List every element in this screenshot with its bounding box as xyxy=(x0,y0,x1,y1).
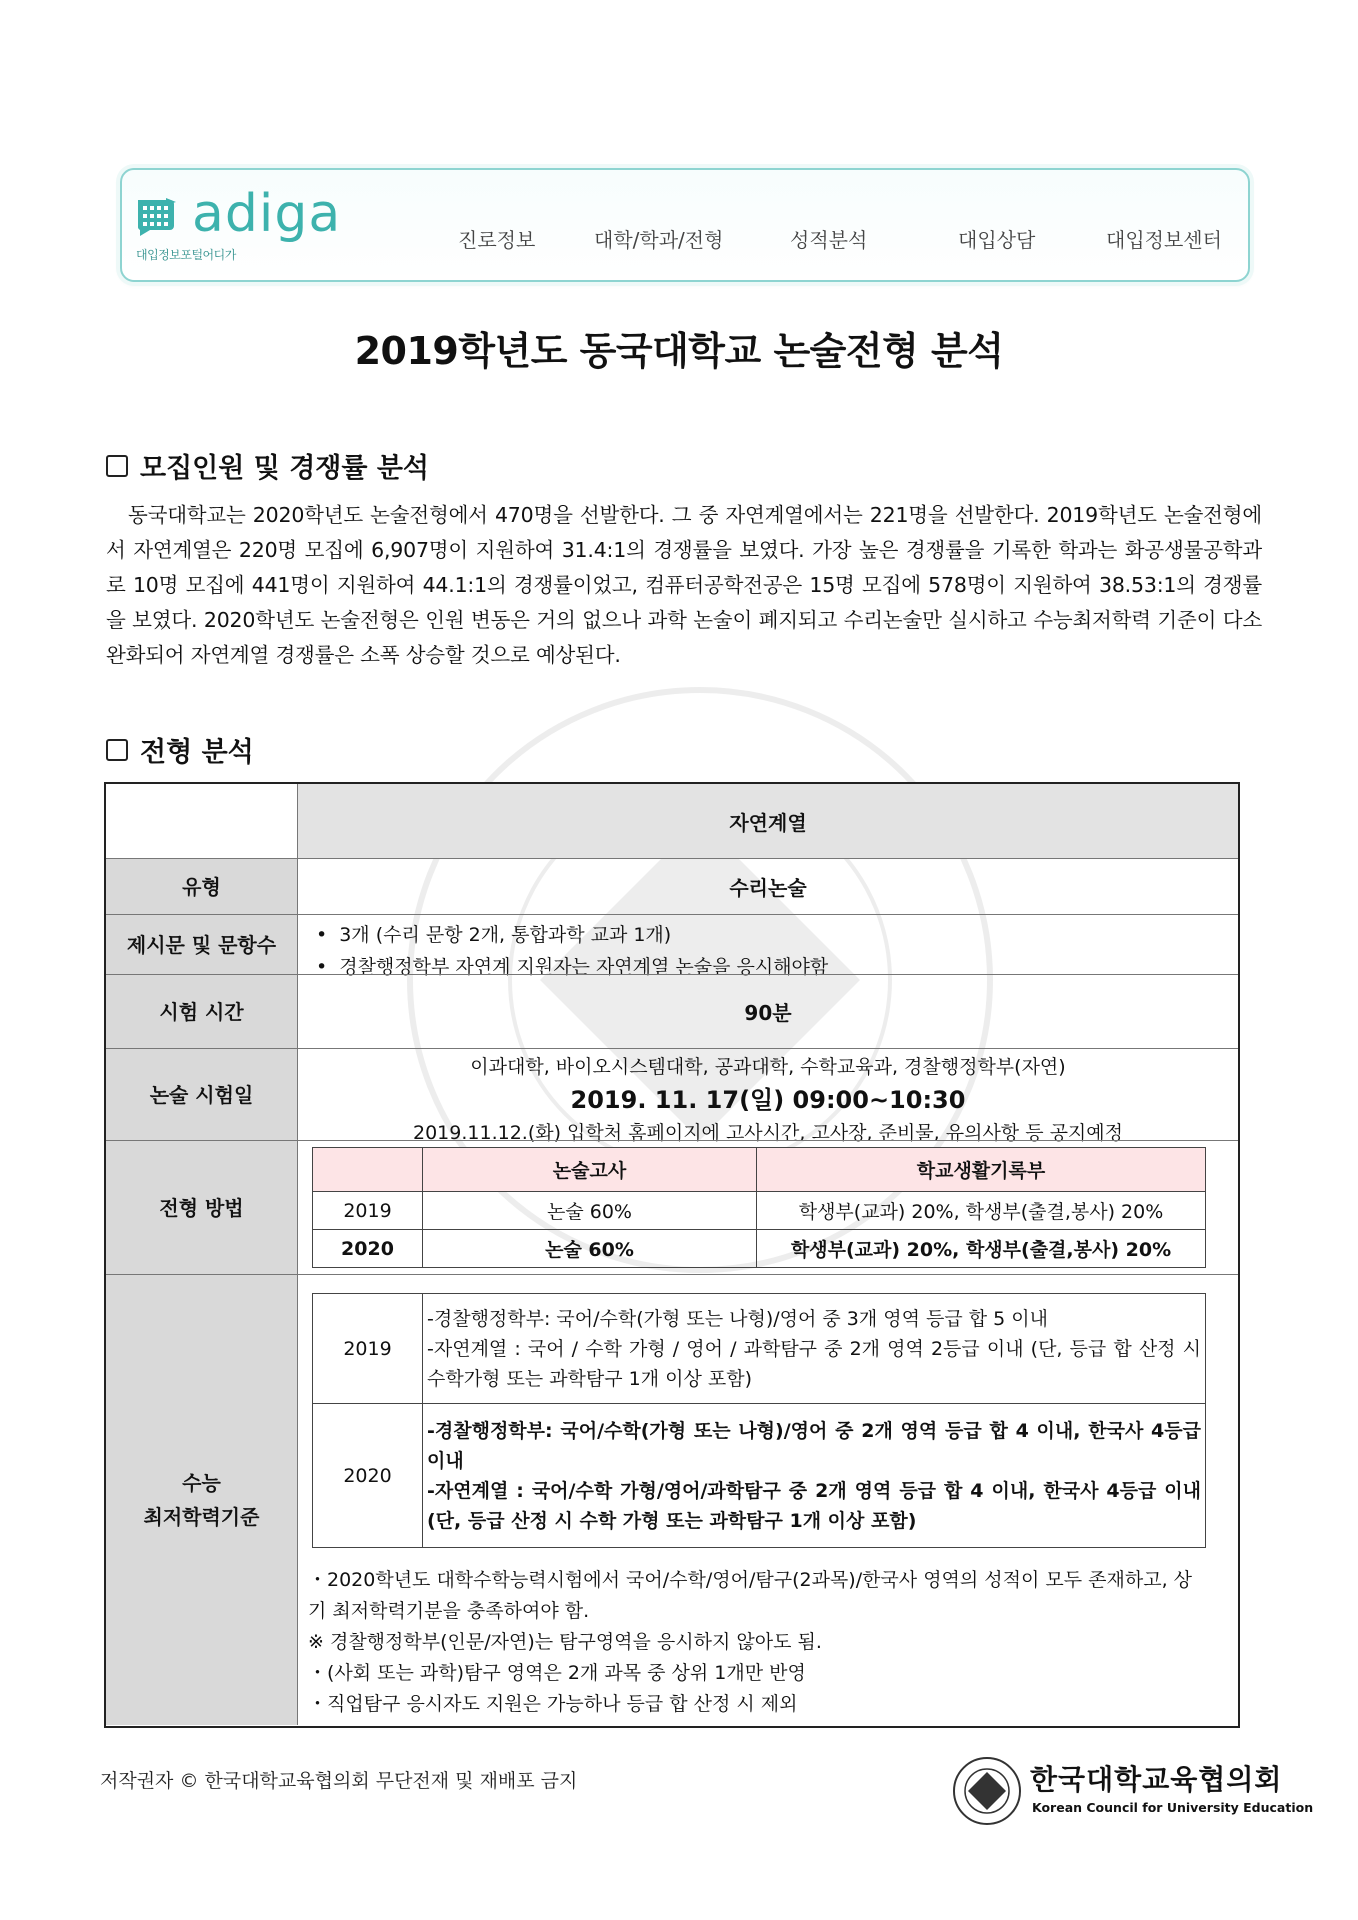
method-header-blank xyxy=(313,1148,423,1192)
csat-line: -자연계열 : 국어 / 수학 가형 / 영어 / 과학탐구 중 2개 영역 2등급 이내 (단, 등급 합 산정 시 수학가형 또는 과학탐구 1개 이상 포함) xyxy=(427,1337,1201,1390)
kcue-seal-icon xyxy=(952,1756,1022,1826)
csat-notes xyxy=(308,1565,1208,1720)
row-label-type: 유형 xyxy=(106,859,298,914)
table-row-type xyxy=(106,858,1238,914)
csat-criteria xyxy=(423,1294,1206,1404)
table-row-questions xyxy=(106,914,1238,978)
table-row-duration xyxy=(106,974,1238,1048)
logo-text: adiga xyxy=(192,184,342,244)
building-chat-icon xyxy=(136,196,180,236)
method-essay: 논술 60% xyxy=(423,1230,757,1268)
org-name-english: Korean Council for University Education xyxy=(1032,1800,1314,1815)
copyright-notice: 저작권자 © 한국대학교육협의회 무단전재 및 재배포 금지 xyxy=(100,1770,578,1792)
exam-notice: 2019.11.12.(화) 입학처 홈페이지에 고사시간, 고사장, 준비물, 유의사항 등 공지예정 xyxy=(413,1122,1123,1144)
table-header-row xyxy=(106,784,1238,858)
method-year: 2019 xyxy=(313,1192,423,1230)
checkbox-icon xyxy=(106,739,128,761)
method-header-record: 학교생활기록부 xyxy=(757,1148,1206,1192)
row-value-exam-date xyxy=(298,1049,1238,1144)
row-label-csat xyxy=(106,1275,298,1725)
method-essay: 논술 60% xyxy=(423,1192,757,1230)
note-item: ・2020학년도 대학수학능력시험에서 국어/수학/영어/탐구(2과목)/한국사 영역의 성적이 모두 존재하고, 상기 최저학력기분을 충족하여야 함. xyxy=(308,1569,1192,1622)
page-title: 2019학년도 동국대학교 논술전형 분석 xyxy=(354,329,1004,373)
note-item: ・직업탐구 응시자도 지원은 가능하나 등급 합 산정 시 제외 xyxy=(308,1693,798,1715)
row-value-type: 수리논술 xyxy=(729,876,807,900)
exam-datetime: 2019. 11. 17(일) 09:00~10:30 xyxy=(570,1086,966,1114)
method-record: 학생부(교과) 20%, 학생부(출결,봉사) 20% xyxy=(757,1230,1206,1268)
nav-admission-center[interactable]: 대입정보센터 xyxy=(1106,228,1222,252)
csat-table xyxy=(312,1293,1206,1548)
admission-table xyxy=(104,782,1240,1728)
row-value-csat xyxy=(298,1275,1238,1725)
note-item: ・(사회 또는 과학)탐구 영역은 2개 과목 중 상위 1개만 반영 xyxy=(308,1662,806,1684)
nav-career-info[interactable]: 진로정보 xyxy=(458,228,536,252)
nav-grade-analysis[interactable]: 성적분석 xyxy=(790,228,868,252)
csat-year: 2019 xyxy=(313,1294,423,1404)
row-value-duration: 90분 xyxy=(744,1001,792,1025)
csat-line: -경찰행정학부: 국어/수학(가형 또는 나형)/영어 중 2개 영역 등급 합 4 이내, 한국사 4등급 이내 xyxy=(427,1419,1201,1472)
org-name-korean: 한국대학교육협의회 xyxy=(1030,1763,1283,1796)
list-item: • 3개 (수리 문항 2개, 통합과학 교과 1개) xyxy=(316,919,1238,951)
row-label-method: 전형 방법 xyxy=(106,1141,298,1274)
csat-year: 2020 xyxy=(313,1404,423,1548)
row-label-exam-date: 논술 시험일 xyxy=(106,1049,298,1140)
section-heading-competition xyxy=(106,446,429,485)
exam-colleges: 이과대학, 바이오시스템대학, 공과대학, 수학교육과, 경찰행정학부(자연) xyxy=(470,1056,1066,1078)
method-header-row xyxy=(313,1148,1206,1192)
row-label-duration: 시험 시간 xyxy=(106,975,298,1048)
row-label-questions: 제시문 및 문항수 xyxy=(106,915,298,974)
table-row xyxy=(313,1192,1206,1230)
table-row xyxy=(313,1404,1206,1548)
kcue-logo xyxy=(952,1754,1314,1834)
nav-university-department[interactable]: 대학/학과/전형 xyxy=(594,228,724,252)
csat-line: -경찰행정학부: 국어/수학(가형 또는 나형)/영어 중 3개 영역 등급 합 5 이내 xyxy=(427,1307,1049,1330)
list-item: • 경찰행정학부 자연계 지원자는 자연계열 논술을 응시해야함 xyxy=(316,951,1238,983)
section-heading-admission xyxy=(106,730,254,769)
csat-line: -자연계열 : 국어/수학 가형/영어/과학탐구 중 2개 영역 등급 합 4 이내, 한국사 4등급 이내(단, 등급 산정 시 수학 가형 또는 과학탐구 1개 이상 포함) xyxy=(427,1479,1201,1532)
table-row-method xyxy=(106,1140,1238,1274)
method-record: 학생부(교과) 20%, 학생부(출결,봉사) 20% xyxy=(757,1192,1206,1230)
note-item: ※ 경찰행정학부(인문/자연)는 탐구영역을 응시하지 않아도 됨. xyxy=(308,1631,822,1653)
section-heading-text: 전형 분석 xyxy=(140,737,254,768)
logo-subtitle: 대입정보포털어디가 xyxy=(136,248,236,262)
table-row-exam-date xyxy=(106,1048,1238,1144)
method-table xyxy=(312,1147,1206,1268)
paragraph-text: 동국대학교는 2020학년도 논술전형에서 470명을 선발한다. 그 중 자연계열에서는 221명을 선발한다. 2019학년도 논술전형에서 자연계열은 220명 모집에 6,907명이 지원하여 31.4:1의 경쟁률을 보였다. 가장 높은 경쟁률을 기록한 학과는 화공생물공학과로 10명 모집에 441명이 지원하여 44.1:1의 경쟁률이었고, 컴퓨터공학전공은 15명 모집에 578명이 지원하여 38.53:1의 경쟁률을 보였다. 2020학년도 논술전형은 인원 변동은 거의 없으나 과학 논술이 폐지되고 수리논술만 실시하고 수능최저학력 기준이 다소 완화되어 자연계열 경쟁률은 소폭 상승할 것으로 예상된다. xyxy=(106,503,1262,667)
csat-label-line2: 최저학력기준 xyxy=(143,1505,260,1529)
row-value-method xyxy=(298,1141,1238,1274)
method-header-essay: 논술고사 xyxy=(423,1148,757,1192)
checkbox-icon xyxy=(106,455,128,477)
competition-paragraph xyxy=(106,498,1262,673)
adiga-logo[interactable] xyxy=(136,184,356,266)
table-row-csat-minimum xyxy=(106,1274,1238,1725)
method-year: 2020 xyxy=(313,1230,423,1268)
csat-criteria xyxy=(423,1404,1206,1548)
table-row xyxy=(313,1294,1206,1404)
table-row xyxy=(313,1230,1206,1268)
header-banner xyxy=(120,168,1250,282)
column-header-science: 자연계열 xyxy=(298,784,1238,858)
csat-label-line1: 수능 xyxy=(182,1471,221,1495)
questions-list xyxy=(298,915,1238,983)
section-heading-text: 모집인원 및 경쟁률 분석 xyxy=(140,453,430,484)
nav-admission-counsel[interactable]: 대입상담 xyxy=(958,228,1036,252)
table-corner-cell xyxy=(106,784,298,858)
row-value-questions xyxy=(298,915,1238,978)
